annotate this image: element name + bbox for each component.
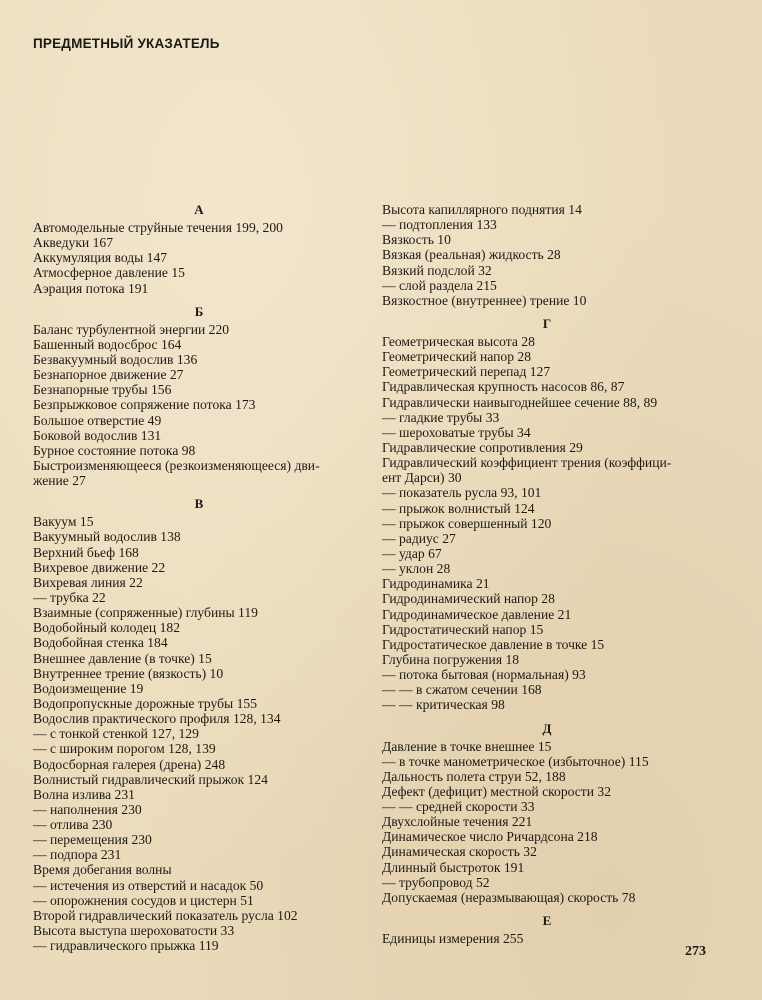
index-entry: Геометрический перепад 127 [382,364,551,380]
index-entry: Большое отверстие 49 [33,412,162,428]
index-entry: — — средней скорости 33 [382,799,535,815]
index-entry: — прыжок совершенный 120 [382,515,552,531]
index-entry: — подпора 231 [33,847,122,863]
index-entry: Башенный водосброс 164 [33,336,182,352]
index-entry: Водосборная галерея (дрена) 248 [33,756,226,772]
index-entry: Вязкий подслой 32 [382,262,492,278]
index-entry: Гидростатическое давление в точке 15 [382,636,605,652]
index-entry: Вакуумный водослив 138 [33,529,181,545]
index-entry: Высота капиллярного поднятия 14 [382,202,582,217]
section-letter-b: Б [194,303,204,319]
index-entry: — истечения из отверстий и насадок 50 [33,877,264,893]
index-entry: — — критическая 98 [382,697,505,713]
index-entry: — удар 67 [382,545,442,561]
index-entry: Двухслойные течения 221 [382,814,533,830]
index-column-left [33,202,365,953]
index-entry: — с широким порогом 128, 139 [33,741,216,757]
index-entry: Автомодельные струйные течения 199, 200 [33,220,283,235]
index-entry: — подтопления 133 [382,217,497,233]
index-entry: Аэрация потока 191 [33,280,149,296]
section-letter-e: Е [542,913,552,929]
index-entry: Аккумуляция воды 147 [33,250,168,266]
index-entry: — прыжок волнистый 124 [382,500,535,516]
section-letter-v: В [194,496,204,512]
index-entry: Допускаемая (неразмывающая) скорость 78 [382,889,636,905]
index-entry: Высота выступа шероховатости 33 [33,923,235,939]
index-entry: Гидростатический напор 15 [382,621,544,637]
index-entry: Дефект (дефицит) местной скорости 32 [382,783,611,799]
index-entry: Вязкостное (внутреннее) трение 10 [382,292,587,308]
index-entry: Единицы измерения 255 [382,931,524,947]
index-entry: Безнапорные трубы 156 [33,382,172,398]
index-entry: Время добегания волны [33,862,172,878]
index-entry: — опорожнения сосудов и цистерн 51 [33,892,254,908]
index-entry: Водопропускные дорожные трубы 155 [33,695,257,711]
index-entry: Гидравлическая крупность насосов 86, 87 [382,379,625,395]
index-entry: Водобойный колодец 182 [33,620,180,636]
index-entry: — — в сжатом сечении 168 [382,682,542,698]
index-entry: Вихревое движение 22 [33,559,166,575]
index-entry: Длинный быстроток 191 [382,859,525,875]
index-entry: Водослив практического профиля 128, 134 [33,711,281,727]
index-entry: Дальность полета струи 52, 188 [382,768,566,784]
section-letter-a: А [194,202,204,217]
index-entry: Гидродинамический напор 28 [382,591,555,607]
index-entry: Внешнее давление (в точке) 15 [33,650,212,666]
index-entry: — уклон 28 [382,561,451,577]
page-title: ПРЕДМЕТНЫЙ УКАЗАТЕЛЬ [33,36,220,51]
index-entry: Бурное состояние потока 98 [33,442,196,458]
index-entry: Безвакуумный водослив 136 [33,351,198,367]
section-letter-g: Г [542,315,552,331]
index-entry: Верхний бьеф 168 [33,544,139,560]
index-entry-continuation: жение 27 [33,473,86,489]
index-entry: Вихревая линия 22 [33,574,143,590]
index-entry: Гидравлический коэффициент трения (коэффици- [382,455,672,471]
index-entry: — с тонкой стенкой 127, 129 [33,726,199,742]
index-entry: — в точке манометрическое (избыточное) 115 [382,753,649,769]
index-entry: Гидродинамическое давление 21 [382,606,572,622]
page-number: 273 [685,944,706,959]
index-entry: — трубопровод 52 [382,874,490,890]
index-entry: — потока бытовая (нормальная) 93 [382,667,586,683]
index-entry: Безнапорное движение 27 [33,367,184,383]
index-entry: Водоизмещение 19 [33,680,144,696]
index-entry: Гидродинамика 21 [382,576,490,592]
index-entry: — отлива 230 [33,817,113,833]
index-entry: — трубка 22 [33,589,106,605]
index-entry: Волна излива 231 [33,786,135,802]
index-entry: — наполнения 230 [33,801,142,817]
index-entry: — показатель русла 93, 101 [382,485,542,501]
index-entry: Атмосферное давление 15 [33,265,185,281]
index-entry: Геометрический напор 28 [382,349,531,365]
index-entry: — гладкие трубы 33 [382,409,500,425]
index-entry: Боковой водослив 131 [33,427,162,443]
index-entry: Акведуки 167 [33,235,113,251]
index-entry: Гидравлические сопротивления 29 [382,439,583,455]
section-letter-d: Д [542,720,552,736]
index-entry: — слой раздела 215 [382,277,497,293]
index-entry: Геометрическая высота 28 [382,333,535,349]
index-entry: Баланс турбулентной энергии 220 [33,321,230,337]
index-entry: — гидравлического прыжка 119 [33,938,219,954]
index-entry: Взаимные (сопряженные) глубины 119 [33,605,258,621]
index-entry: Давление в точке внешнее 15 [382,738,552,754]
index-entry: Второй гидравлический показатель русла 102 [33,907,298,923]
index-entry: Динамическая скорость 32 [382,844,537,860]
index-entry: Быстроизменяющееся (резкоизменяющееся) дви- [33,457,320,473]
index-entry: Безпрыжковое сопряжение потока 173 [33,397,256,413]
index-entry: — шероховатые трубы 34 [382,424,531,440]
index-entry: — перемещения 230 [33,832,152,848]
index-entry: Динамическое число Ричардсона 218 [382,829,598,845]
index-column-right [382,202,712,946]
index-entry: Вязкость 10 [382,232,451,248]
index-entry: Водобойная стенка 184 [33,635,168,651]
index-entry: Внутреннее трение (вязкость) 10 [33,665,224,681]
index-entry: — радиус 27 [382,530,456,546]
index-entry-continuation: ент Дарси) 30 [382,470,462,486]
index-entry: Вязкая (реальная) жидкость 28 [382,247,561,263]
index-entry: Вакуум 15 [33,514,94,530]
index-entry: Гидравлически наивыгоднейшее сечение 88, 89 [382,394,658,410]
index-entry: Глубина погружения 18 [382,651,520,667]
index-entry: Волнистый гидравлический прыжок 124 [33,771,268,787]
